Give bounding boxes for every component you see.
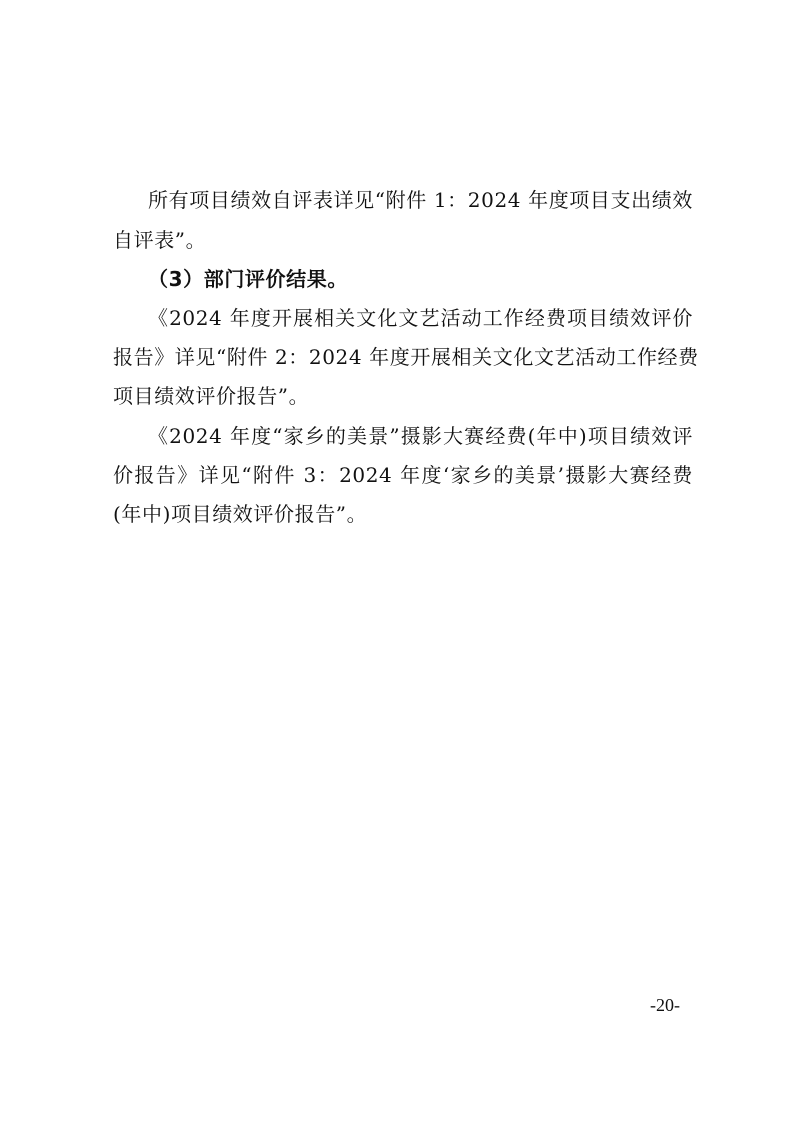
paragraph-line: 《2024 年度“家乡的美景”摄影大赛经费(年中)项目绩效评	[148, 424, 693, 448]
paragraph-line: 报告》详见“附件 2：2024 年度开展相关文化文艺活动工作经费	[113, 345, 699, 369]
paragraph-line: 自评表”。	[113, 228, 207, 252]
paragraph-line: (年中)项目绩效评价报告”。	[113, 502, 368, 526]
paragraph-line: 价报告》详见“附件 3：2024 年度‘家乡的美景’摄影大赛经费	[113, 463, 693, 487]
page-number: -20-	[650, 995, 680, 1015]
paragraph-line: 《2024 年度开展相关文化文艺活动工作经费项目绩效评价	[148, 306, 693, 330]
paragraph-line: 所有项目绩效自评表详见“附件 1：2024 年度项目支出绩效	[148, 188, 693, 212]
section-heading: （3）部门评价结果。	[148, 267, 348, 291]
paragraph-line: 项目绩效评价报告”。	[113, 384, 310, 408]
